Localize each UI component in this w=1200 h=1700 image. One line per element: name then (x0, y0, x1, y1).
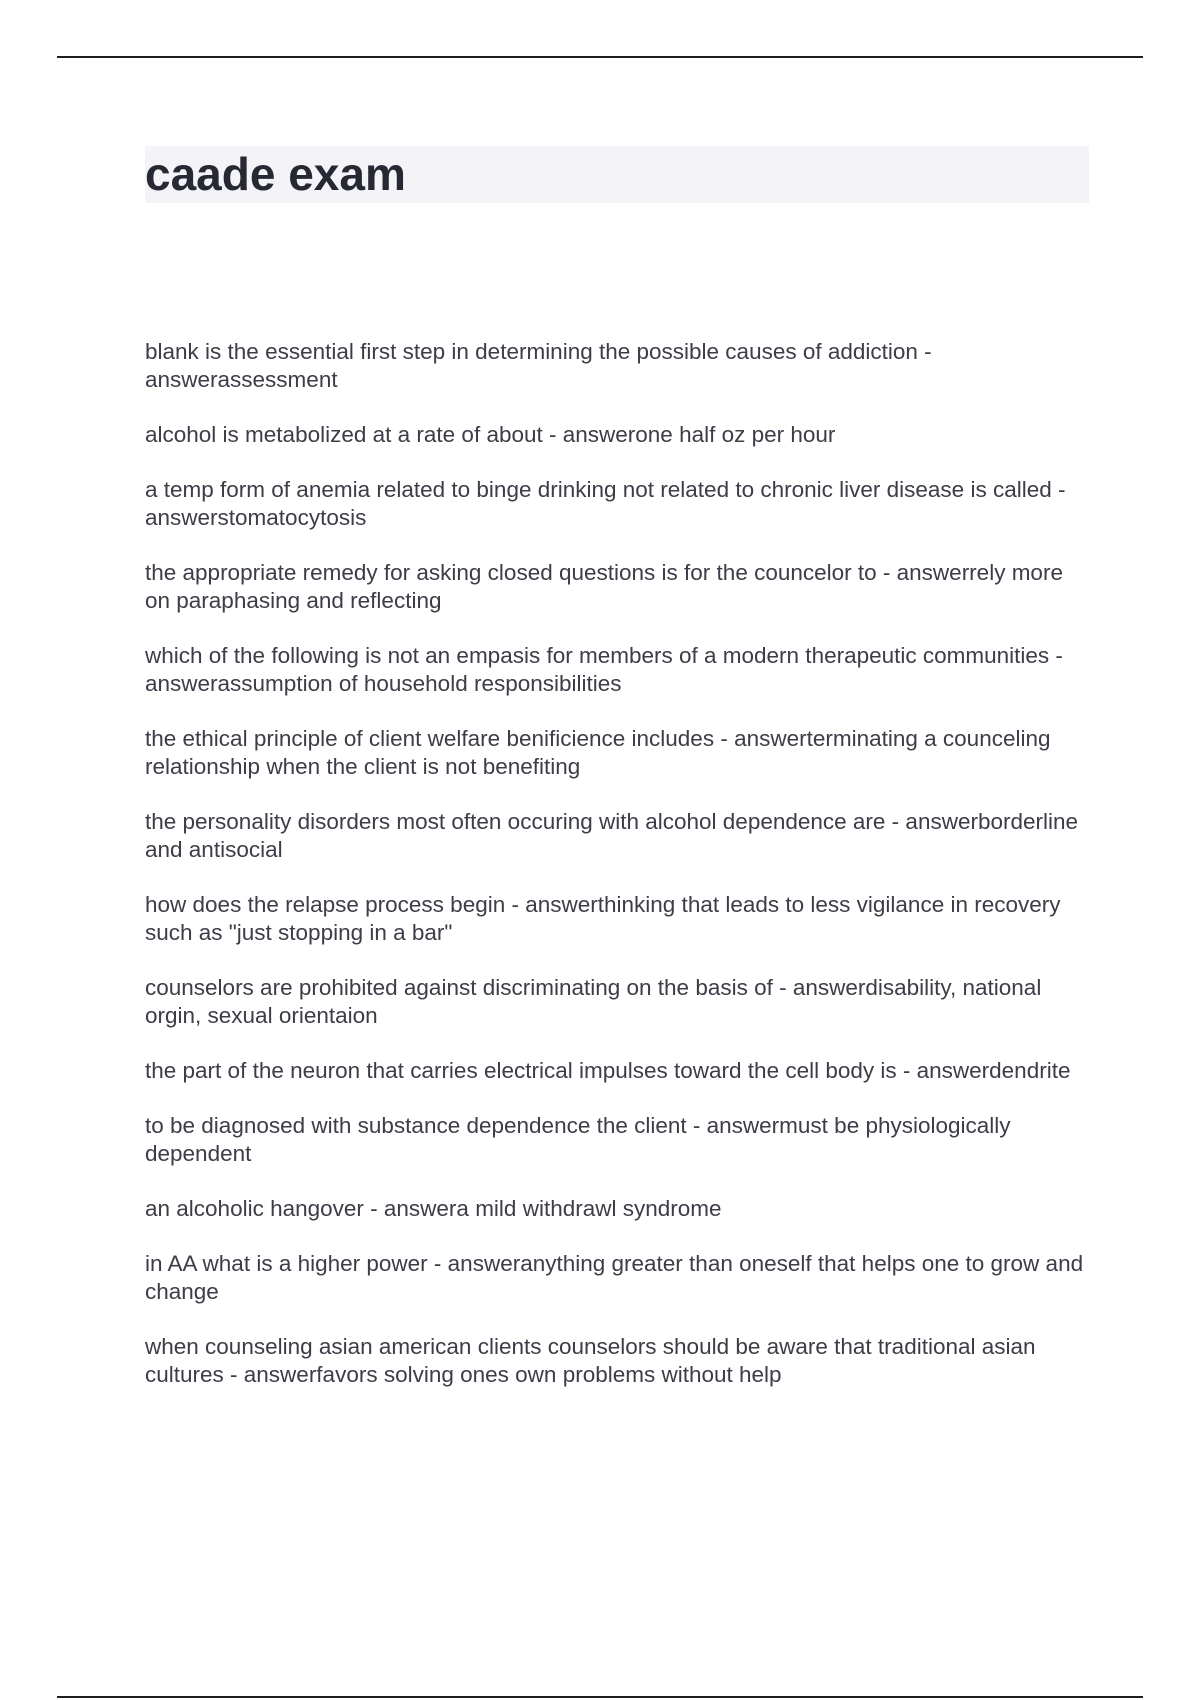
qa-item: the personality disorders most often occuring with alcohol dependence are - answerborderline and antisocial (145, 809, 1079, 862)
qa-item: which of the following is not an empasis for members of a modern therapeutic communities - answerassumption of household responsibilities (145, 643, 1063, 696)
qa-item: to be diagnosed with substance dependence the client - answermust be physiologically dependent (145, 1113, 1011, 1166)
qa-item: the appropriate remedy for asking closed questions is for the councelor to - answerrely more on paraphasing and reflecting (145, 560, 1063, 613)
page-title: caade exam (145, 148, 406, 200)
qa-item: in AA what is a higher power - answeranything greater than oneself that helps one to grow and change (145, 1251, 1084, 1304)
footer-rule (57, 1696, 1143, 1698)
qa-item: the part of the neuron that carries electrical impulses toward the cell body is - answerdendrite (145, 1058, 1071, 1083)
qa-item: the ethical principle of client welfare benificience includes - answerterminating a counceling relationship when the client is not benefiting (145, 726, 1051, 779)
qa-item: an alcoholic hangover - answera mild withdrawl syndrome (145, 1196, 722, 1221)
qa-item: a temp form of anemia related to binge drinking not related to chronic liver disease is called - answerstomatocytosis (145, 477, 1066, 530)
qa-item: counselors are prohibited against discriminating on the basis of - answerdisability, national orgin, sexual orientaion (145, 975, 1042, 1028)
header-rule (57, 56, 1143, 58)
qa-item: when counseling asian american clients counselors should be aware that traditional asian cultures - answerfavors solving ones own problems without help (145, 1334, 1036, 1387)
qa-item: how does the relapse process begin - answerthinking that leads to less vigilance in recovery such as "just stopping in a bar" (145, 892, 1061, 945)
qa-item: blank is the essential first step in determining the possible causes of addiction - answerassessment (145, 339, 932, 392)
qa-item: alcohol is metabolized at a rate of about - answerone half oz per hour (145, 422, 836, 447)
qa-list (145, 338, 1085, 1416)
